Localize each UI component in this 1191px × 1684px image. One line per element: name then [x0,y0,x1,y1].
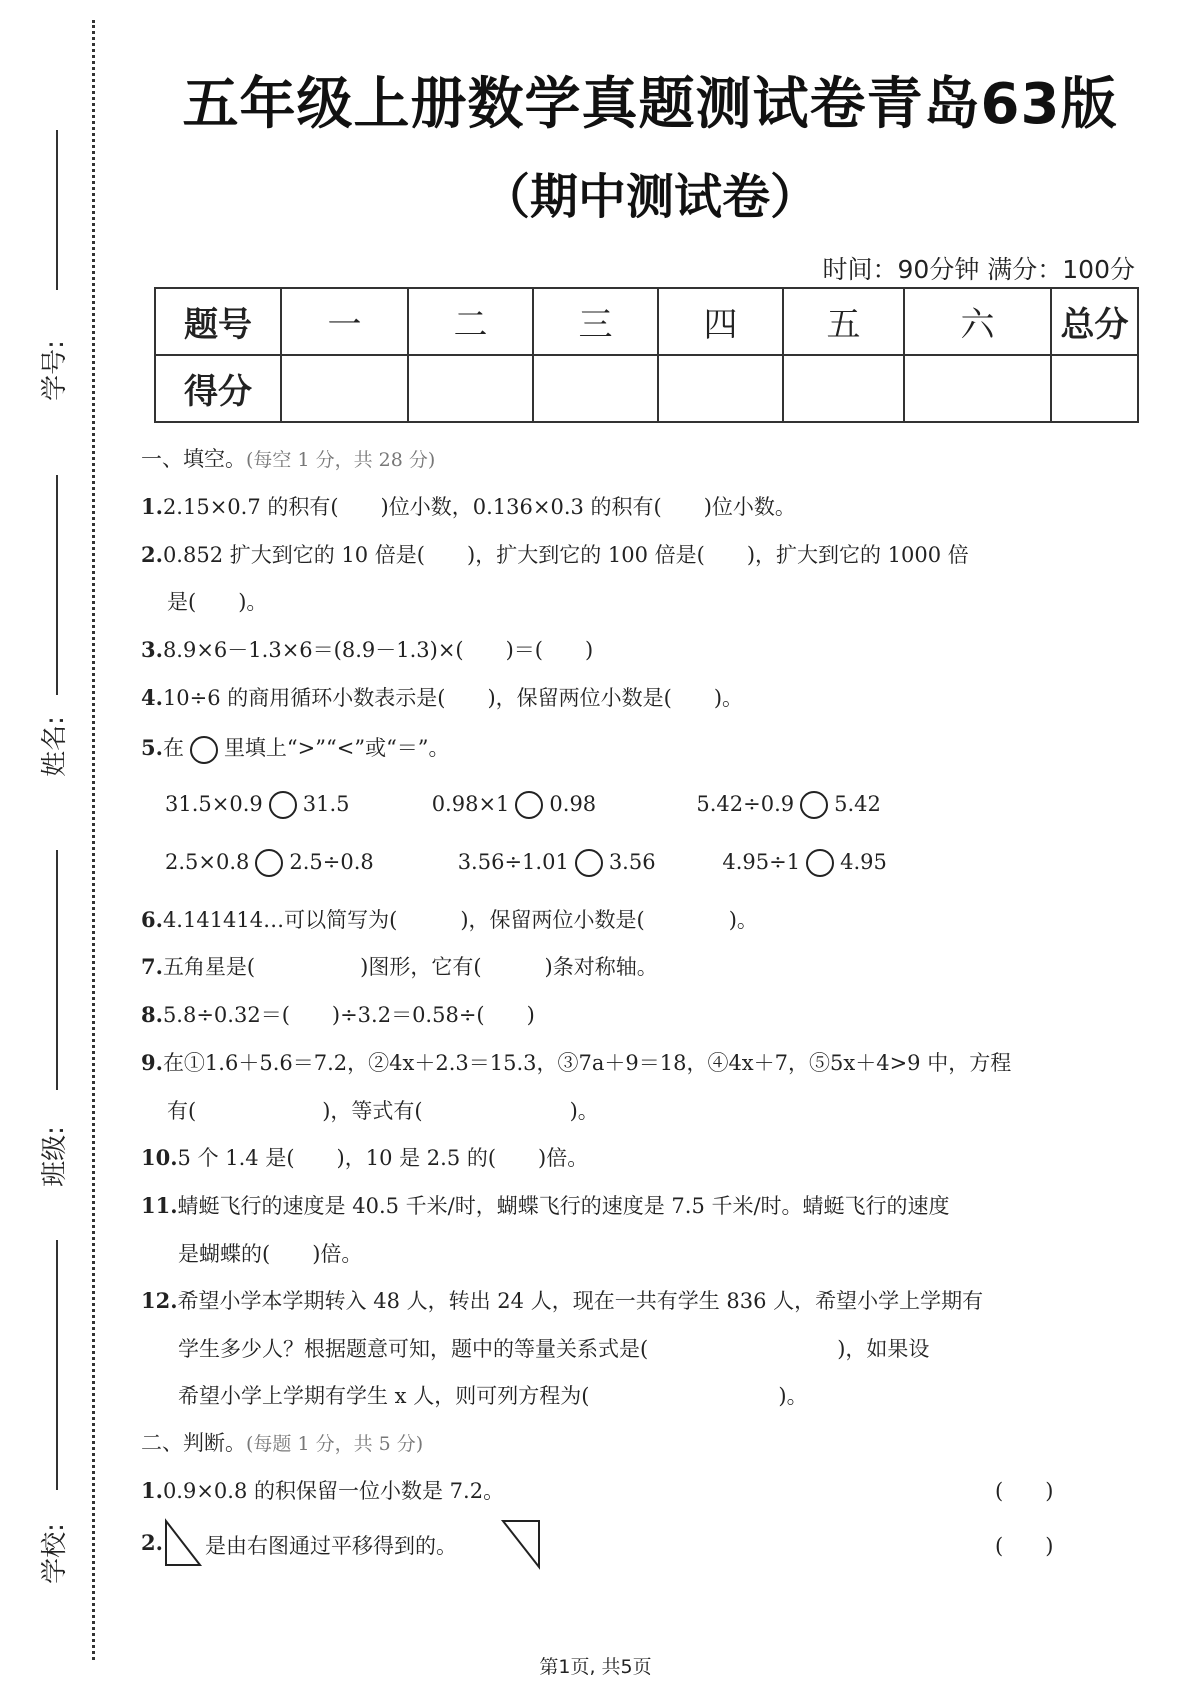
question-text: 0.9×0.8 的积保留一位小数是 7.2。 [162,1479,505,1503]
question-number: 3. [141,637,163,662]
section-title: 二、判断。 [141,1431,246,1455]
compare-right: 31.5 [302,791,350,816]
compare-left: 31.5×0.9 [165,791,263,816]
judge-question-1 [141,1475,504,1505]
question-6 [141,904,758,934]
compare-left: 0.98×1 [431,791,510,816]
question-number: 7. [141,954,163,979]
header-cell: 三 [533,288,658,355]
question-text: 在 [162,736,184,760]
circle-icon [190,736,218,764]
answer-circle[interactable] [575,849,603,877]
page-subtitle: （期中测试卷） [481,169,818,225]
right-triangle-icon [500,1518,542,1570]
score-cell[interactable] [281,355,408,422]
question-3 [141,634,593,664]
question-5 [141,732,450,764]
left-triangle-icon [163,1518,203,1568]
page-footer: 第1页, 共5页 [539,1656,652,1678]
section-title: 一、填空。 [141,447,246,471]
section-1-heading [141,443,435,473]
compare-item [432,791,690,819]
question-11-cont: 是蝴蝶的( )倍。 [178,1242,363,1266]
school-line[interactable] [56,1240,58,1490]
question-number: 10. [141,1145,178,1170]
student-id-label: 学号: [39,340,70,401]
question-8 [141,999,535,1029]
question-text: 4.141414…可以简写为( )，保留两位小数是( )。 [162,908,758,932]
compare-right: 5.42 [834,791,881,816]
name-line[interactable] [56,475,58,695]
score-cell[interactable] [904,355,1051,422]
question-number: 4. [141,685,163,710]
question-text: 8.9×6－1.3×6＝(8.9－1.3)×( )＝( ) [162,638,594,662]
header-cell: 总分 [1051,288,1138,355]
question-number: 6. [141,907,163,932]
question-number: 1. [141,494,163,519]
section-note: (每题 1 分，共 5 分) [246,1433,424,1455]
question-number: 9. [141,1050,163,1075]
compare-left: 3.56÷1.01 [457,849,569,874]
question-text: 5.8÷0.32＝( )÷3.2＝0.58÷( ) [162,1003,535,1027]
question-2-cont: 是( )。 [167,590,268,614]
question-12 [141,1285,983,1315]
question-text: 10÷6 的商用循环小数表示是( )，保留两位小数是( )。 [162,686,744,710]
header-cell: 五 [783,288,904,355]
score-cell[interactable] [783,355,904,422]
name-label: 姓名: [39,716,70,777]
question-number: 1. [141,1478,163,1503]
compare-row-2 [165,849,887,877]
header-cell: 题号 [155,288,281,355]
question-4 [141,682,743,712]
question-text: 五角星是( )图形，它有( )条对称轴。 [162,955,658,979]
section-2-heading [141,1427,423,1457]
score-table [154,287,1139,423]
question-text: 在①1.6＋5.6＝7.2，②4x＋2.3＝15.3，③7a＋9＝18，④4x＋7，⑤5x＋4>9 中，方程 [162,1051,1012,1075]
score-table-score-row [155,355,1138,422]
question-11 [141,1190,950,1220]
question-7 [141,951,658,981]
question-9-cont: 有( )，等式有( )。 [167,1099,599,1123]
binding-dotted-line [92,20,95,1660]
score-cell[interactable] [1051,355,1138,422]
question-text: 0.852 扩大到它的 10 倍是( )，扩大到它的 100 倍是( )，扩大到它的 1000 倍 [162,543,969,567]
answer-circle[interactable] [800,791,828,819]
compare-item [165,849,451,877]
time-info: 时间：90分钟 满分：100分 [822,255,1135,284]
answer-circle[interactable] [515,791,543,819]
header-cell: 一 [281,288,408,355]
compare-left: 5.42÷0.9 [696,791,795,816]
class-line[interactable] [56,850,58,1090]
compare-left: 4.95÷1 [722,849,801,874]
judge-answer-blank[interactable]: ( ) [995,1479,1054,1503]
header-cell: 四 [658,288,783,355]
section-note: (每空 1 分，共 28 分) [246,449,436,471]
header-cell: 二 [408,288,533,355]
answer-circle[interactable] [806,849,834,877]
compare-right: 3.56 [608,849,656,874]
question-number: 8. [141,1002,163,1027]
header-cell: 六 [904,288,1051,355]
question-10 [141,1142,588,1172]
question-text: 2.15×0.7 的积有( )位小数，0.136×0.3 的积有( )位小数。 [162,495,796,519]
compare-right: 4.95 [840,849,887,874]
question-text: 希望小学本学期转入 48 人，转出 24 人，现在一共有学生 836 人，希望小学上学期有 [177,1289,984,1313]
question-number: 5. [141,735,163,760]
question-2 [141,539,969,569]
question-number: 11. [141,1193,178,1218]
question-text: 5 个 1.4 是( )，10 是 2.5 的( )倍。 [177,1146,589,1170]
question-number: 12. [141,1288,178,1313]
compare-item [458,849,716,877]
compare-right: 2.5÷0.8 [289,849,374,874]
question-number: 2. [141,1530,163,1555]
question-12-cont2: 希望小学上学期有学生 x 人，则可列方程为( )。 [178,1384,808,1408]
score-table-header-row [155,288,1138,355]
answer-circle[interactable] [269,791,297,819]
score-cell[interactable] [408,355,533,422]
page-title: 五年级上册数学真题测试卷青岛63版 [182,72,1118,137]
question-number: 2. [141,542,163,567]
class-label: 班级: [39,1126,70,1187]
question-text: 里填上“>”“<”或“＝”。 [223,736,450,760]
compare-right: 0.98 [549,791,597,816]
compare-item [696,791,881,819]
judge-answer-blank[interactable]: ( ) [995,1534,1054,1558]
row-label: 得分 [155,355,281,422]
score-cell[interactable] [533,355,658,422]
question-text: 蜻蜓飞行的速度是 40.5 千米/时，蝴蝶飞行的速度是 7.5 千米/时。蜻蜓飞行的速度 [177,1194,950,1218]
school-label: 学校: [39,1523,70,1584]
judge-question-2 [141,1530,163,1555]
compare-row-1 [165,791,881,819]
student-id-line[interactable] [56,130,58,290]
question-9 [141,1047,1011,1077]
question-12-cont: 学生多少人？根据题意可知，题中的等量关系式是( )，如果设 [178,1337,930,1361]
compare-item [722,849,886,877]
question-text: 是由右图通过平移得到的。 [205,1534,457,1558]
question-1 [141,491,796,521]
compare-item [165,791,425,819]
score-cell[interactable] [658,355,783,422]
answer-circle[interactable] [255,849,283,877]
compare-left: 2.5×0.8 [165,849,250,874]
